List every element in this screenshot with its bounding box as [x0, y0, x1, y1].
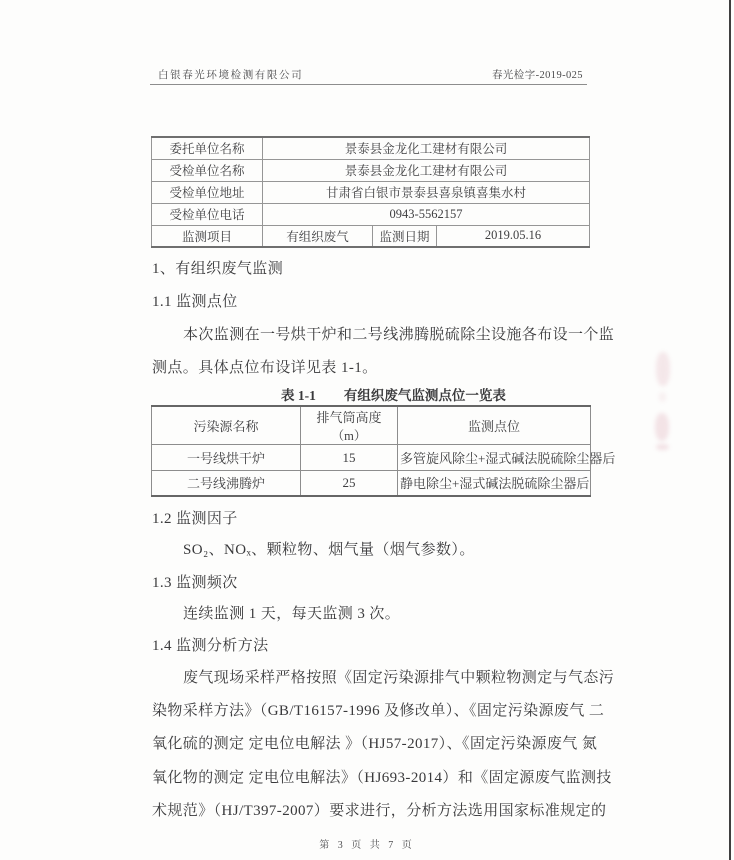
row-label: 受检单位电话: [152, 203, 263, 225]
column-header-stack-height: [301, 406, 398, 445]
table-caption-title: 有组织废气监测点位一览表: [343, 388, 506, 403]
paragraph-line: 测点。具体点位布设详见表 1-1。: [152, 360, 378, 376]
stamp-bleed-mark: [656, 444, 669, 450]
section-heading-1: 1、有组织废气监测: [152, 261, 284, 277]
section-heading-1-3: 1.3 监测频次: [152, 575, 238, 591]
header-document-number: 春光检字-2019-025: [492, 70, 583, 81]
table-row: [152, 181, 590, 203]
table-caption-label: 表 1-1: [281, 388, 316, 403]
cell-source: 一号线烘干炉: [152, 445, 301, 471]
row-label: 委托单位名称: [152, 137, 263, 159]
cell-source: 二号线沸腾炉: [152, 471, 301, 496]
table-row: [152, 471, 591, 496]
paragraph-line: 氧化硫的测定 定电位电解法 》（HJ57-2017）、《固定污染源废气 氮: [152, 736, 598, 752]
project-value: 有组织废气: [263, 225, 373, 247]
row-value: 景泰县金龙化工建材有限公司: [263, 137, 590, 159]
paragraph-line: SO₂、NOₓ、颗粒物、烟气量（烟气参数）。: [183, 542, 475, 558]
paragraph-line: 术规范》（HJ/T397-2007）要求进行，分析方法选用国家标准规定的: [152, 803, 607, 819]
date-value: 2019.05.16: [437, 225, 590, 247]
paragraph-line: 氧化物的测定 定电位电解法》（HJ693-2014）和《固定源废气监测技: [152, 770, 612, 786]
row-label: 监测项目: [152, 225, 263, 247]
date-label: 监测日期: [373, 225, 437, 247]
stamp-bleed-mark: [656, 352, 670, 386]
table-row: [152, 137, 590, 159]
column-header-line: 排气筒高度: [316, 410, 382, 425]
row-value: 景泰县金龙化工建材有限公司: [263, 159, 590, 181]
row-value: 0943-5562157: [263, 203, 590, 225]
table-1-1-caption: [281, 384, 506, 404]
column-header-point: 监测点位: [398, 406, 591, 445]
paragraph-line: 废气现场采样严格按照《固定污染源排气中颗粒物测定与气态污: [183, 670, 615, 686]
paragraph-line: 本次监测在一号烘干炉和二号线沸腾脱硫除尘设施各布设一个监: [183, 327, 615, 343]
cell-stack-height: 15: [301, 445, 398, 471]
page-number: 第 3 页 共 7 页: [319, 840, 415, 851]
table-row: [152, 225, 590, 247]
section-heading-1-4: 1.4 监测分析方法: [152, 638, 269, 654]
monitoring-points-table: [151, 405, 616, 497]
row-value: 甘肃省白银市景泰县喜泉镇喜集水村: [263, 181, 590, 203]
column-header-source: 污染源名称: [152, 406, 301, 445]
stamp-bleed-mark: [655, 413, 669, 441]
cell-point: 静电除尘+湿式碱法脱硫除尘器后: [398, 471, 591, 496]
table-row: [152, 203, 590, 225]
table-header-row: [152, 406, 591, 445]
section-heading-1-2: 1.2 监测因子: [152, 511, 238, 527]
row-label: 受检单位地址: [152, 181, 263, 203]
cell-stack-height: 25: [301, 471, 398, 496]
header-rule: [150, 84, 587, 85]
scan-edge-line: [729, 0, 731, 860]
table-row: [152, 445, 591, 471]
paragraph-line: 染物采样方法》（GB/T16157-1996 及修改单）、《固定污染源废气 二: [152, 703, 605, 719]
cell-point: 多管旋风除尘+湿式碱法脱硫除尘器后: [398, 445, 591, 471]
header-company-name: 白银春光环境检测有限公司: [158, 70, 304, 81]
column-header-unit: （m）: [331, 429, 367, 443]
stamp-bleed-mark: [659, 392, 666, 402]
row-label: 受检单位名称: [152, 159, 263, 181]
client-info-table: [151, 136, 590, 248]
table-row: [152, 159, 590, 181]
section-heading-1-1: 1.1 监测点位: [152, 294, 238, 310]
paragraph-line: 连续监测 1 天，每天监测 3 次。: [183, 606, 401, 622]
